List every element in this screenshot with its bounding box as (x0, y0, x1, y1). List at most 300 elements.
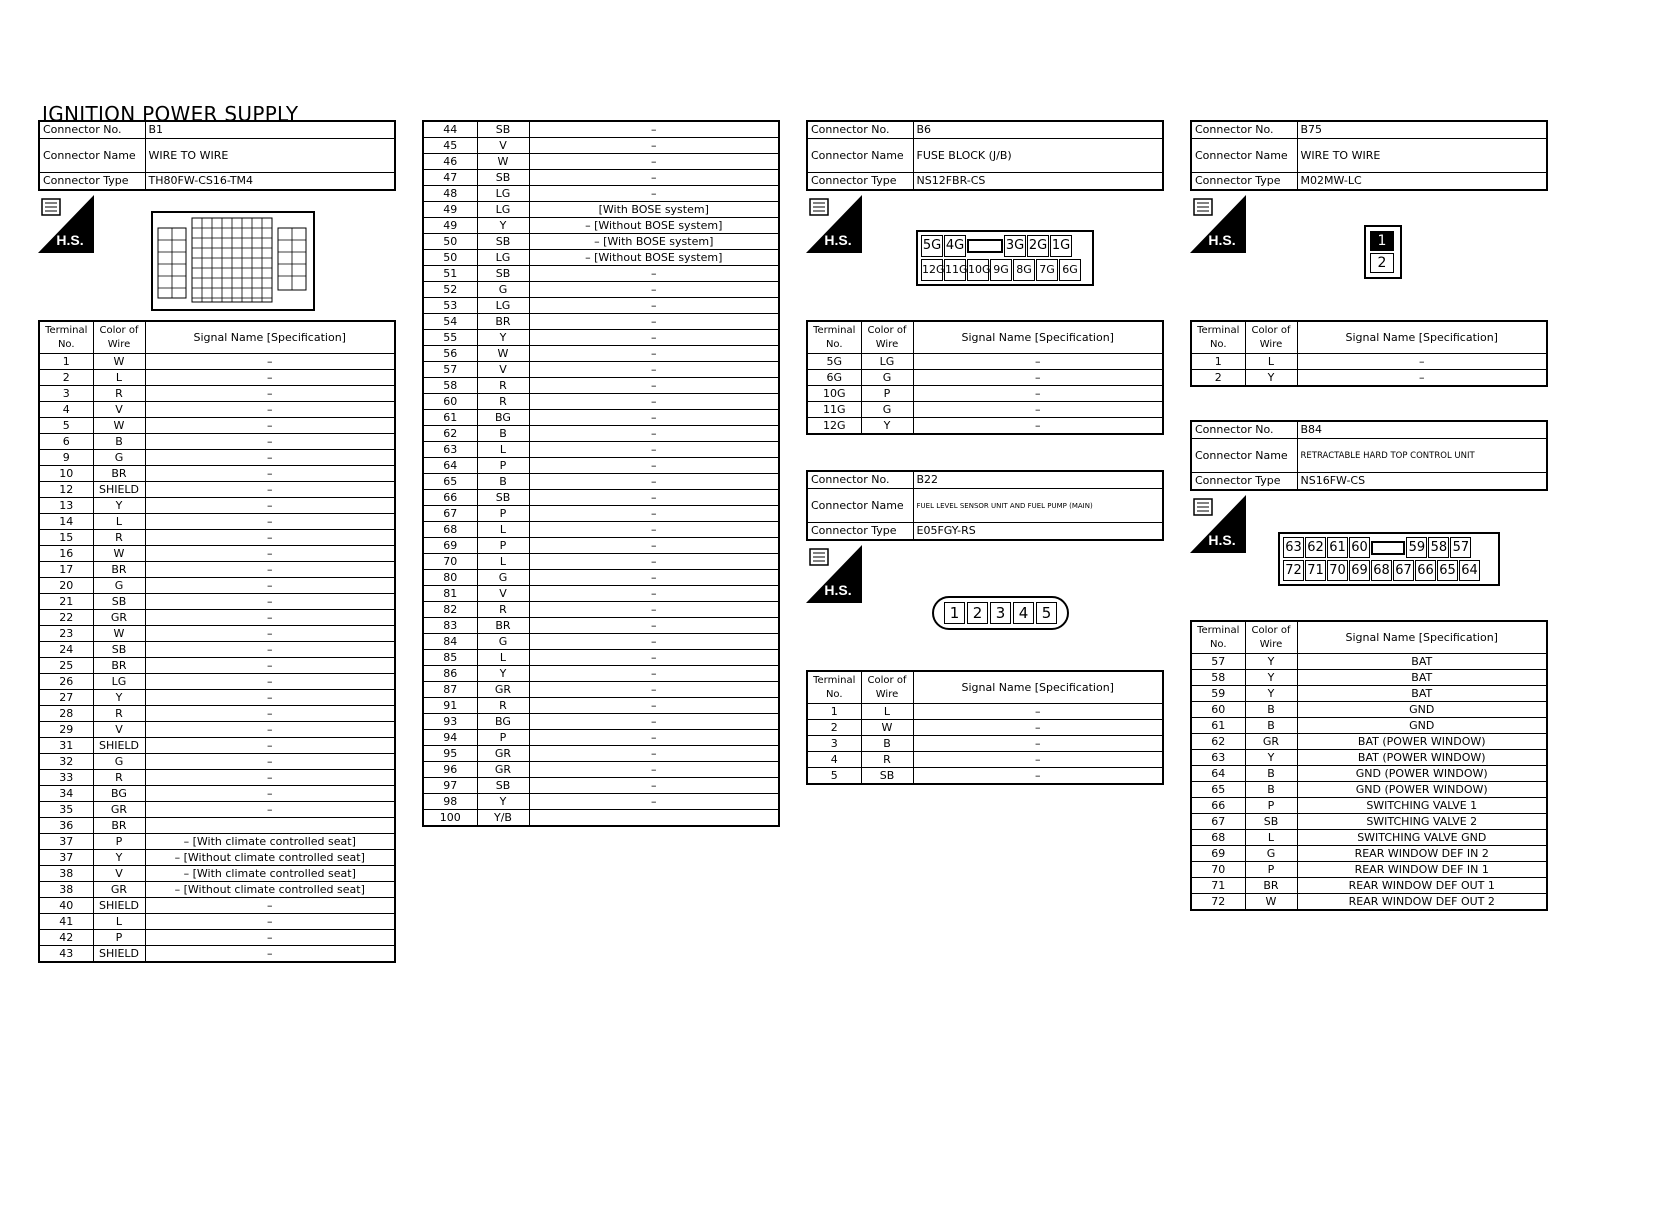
terminal-no-cell: 43 (39, 946, 93, 963)
color-of-wire-header: Color of Wire (861, 321, 913, 354)
wire-color-cell: Y (1245, 370, 1297, 387)
signal-name-cell: – (529, 506, 779, 522)
table-row (423, 282, 779, 298)
wire-color-cell: R (93, 706, 145, 722)
wire-color-cell: W (477, 346, 529, 362)
wire-color-cell: B (93, 434, 145, 450)
connector-type-label: Connector Type (807, 523, 913, 541)
table-row (423, 506, 779, 522)
signal-name-cell: – (913, 768, 1163, 785)
signal-name-cell: – [With climate controlled seat] (145, 834, 395, 850)
wire-color-cell: R (93, 530, 145, 546)
table-row (423, 362, 779, 378)
wire-color-cell: Y/B (477, 810, 529, 827)
connector-lock-tab (967, 239, 1003, 253)
signal-name-cell: – (145, 946, 395, 963)
harness-side-icon (806, 545, 862, 603)
terminal-no-cell: 3 (39, 386, 93, 402)
color-of-wire-header: Color of Wire (861, 671, 913, 704)
connector-pin: 61 (1327, 537, 1348, 558)
table-row (423, 778, 779, 794)
wire-color-cell: G (861, 370, 913, 386)
table-row (423, 218, 779, 234)
b6-connector-face-diagram (916, 230, 1094, 286)
wire-color-cell: P (477, 458, 529, 474)
signal-name-cell: – (529, 714, 779, 730)
table-row (423, 714, 779, 730)
signal-name-cell: – (529, 186, 779, 202)
signal-name-cell: GND (1297, 702, 1547, 718)
wire-color-cell: P (93, 834, 145, 850)
signal-name-cell: – (529, 266, 779, 282)
terminal-no-header: Terminal No. (807, 321, 861, 354)
table-row (39, 562, 395, 578)
terminal-no-cell: 57 (423, 362, 477, 378)
terminal-no-cell: 55 (423, 330, 477, 346)
wire-color-cell: SB (477, 170, 529, 186)
table-row (1191, 862, 1547, 878)
signal-name-cell: GND (POWER WINDOW) (1297, 766, 1547, 782)
table-row (423, 490, 779, 506)
table-row (1191, 814, 1547, 830)
signal-name-cell: – (529, 698, 779, 714)
signal-name-header: Signal Name [Specification] (1297, 621, 1547, 654)
terminal-no-cell: 37 (39, 834, 93, 850)
b75-connector-face-diagram (1364, 225, 1402, 279)
wire-color-cell: P (93, 930, 145, 946)
terminal-no-cell: 70 (1191, 862, 1245, 878)
page-title: IGNITION POWER SUPPLY (42, 102, 299, 126)
harness-side-icon (1190, 195, 1246, 253)
wire-color-cell: SB (477, 121, 529, 138)
signal-name-cell: – (145, 594, 395, 610)
wire-color-cell: R (861, 752, 913, 768)
connector-name-value: WIRE TO WIRE (1297, 139, 1547, 173)
terminal-no-cell: 2 (1191, 370, 1245, 387)
connector-no-value: B1 (145, 121, 395, 139)
wire-color-cell: L (93, 914, 145, 930)
wire-color-cell: P (1245, 862, 1297, 878)
connector-name-label: Connector Name (1191, 439, 1297, 473)
signal-name-cell: – (145, 626, 395, 642)
terminal-no-cell: 50 (423, 234, 477, 250)
connector-pin: 70 (1327, 560, 1348, 581)
connector-name-value: WIRE TO WIRE (145, 139, 395, 173)
wire-color-cell: R (477, 394, 529, 410)
signal-name-cell: – (145, 722, 395, 738)
connector-type-value: M02MW-LC (1297, 173, 1547, 191)
table-row (807, 768, 1163, 785)
table-row (423, 298, 779, 314)
table-row (423, 602, 779, 618)
wire-color-cell: L (861, 704, 913, 720)
table-row (423, 666, 779, 682)
wire-color-cell: SHIELD (93, 898, 145, 914)
terminal-no-cell: 17 (39, 562, 93, 578)
terminal-no-cell: 70 (423, 554, 477, 570)
wire-color-cell: L (1245, 830, 1297, 846)
wire-color-cell: LG (861, 354, 913, 370)
table-row (807, 386, 1163, 402)
wire-color-cell: W (93, 418, 145, 434)
signal-name-cell: – (529, 730, 779, 746)
terminal-no-header: Terminal No. (39, 321, 93, 354)
signal-name-cell: – (529, 794, 779, 810)
wire-color-cell: Y (1245, 670, 1297, 686)
terminal-no-cell: 67 (423, 506, 477, 522)
terminal-no-cell: 4 (39, 402, 93, 418)
signal-name-cell: – (529, 138, 779, 154)
signal-name-cell: – (529, 650, 779, 666)
connector-pin: 62 (1305, 537, 1326, 558)
wire-color-cell: B (1245, 766, 1297, 782)
table-row (423, 410, 779, 426)
signal-name-cell: – (145, 674, 395, 690)
terminal-no-cell: 91 (423, 698, 477, 714)
terminal-no-cell: 5G (807, 354, 861, 370)
terminal-no-cell: 68 (1191, 830, 1245, 846)
table-row (423, 810, 779, 827)
terminal-no-cell: 54 (423, 314, 477, 330)
terminal-no-cell: 16 (39, 546, 93, 562)
terminal-no-cell: 50 (423, 250, 477, 266)
terminal-no-cell: 33 (39, 770, 93, 786)
wire-color-cell: G (93, 578, 145, 594)
signal-name-cell: – (529, 346, 779, 362)
color-of-wire-header: Color of Wire (1245, 621, 1297, 654)
terminal-no-cell: 10G (807, 386, 861, 402)
signal-name-cell: – (145, 706, 395, 722)
signal-name-cell: BAT (1297, 654, 1547, 670)
signal-name-cell: – (529, 522, 779, 538)
wire-color-cell: G (477, 634, 529, 650)
connector-pin: 57 (1450, 537, 1471, 558)
terminal-no-cell: 27 (39, 690, 93, 706)
connector-no-label: Connector No. (1191, 121, 1297, 139)
signal-name-cell: REAR WINDOW DEF OUT 2 (1297, 894, 1547, 911)
wire-color-cell: R (93, 770, 145, 786)
connector-no-label: Connector No. (39, 121, 145, 139)
connector-pin: 71 (1305, 560, 1326, 581)
terminal-no-cell: 96 (423, 762, 477, 778)
wire-color-cell: GR (93, 882, 145, 898)
terminal-no-header: Terminal No. (1191, 621, 1245, 654)
terminal-no-cell: 20 (39, 578, 93, 594)
terminal-no-cell: 26 (39, 674, 93, 690)
table-row (39, 770, 395, 786)
connector-pin: 72 (1283, 560, 1304, 581)
table-row (423, 170, 779, 186)
b84-connector-face-diagram (1278, 532, 1500, 586)
wire-color-cell: G (861, 402, 913, 418)
terminal-no-cell: 24 (39, 642, 93, 658)
table-row (807, 418, 1163, 435)
signal-name-cell: – (529, 490, 779, 506)
wire-color-cell: B (1245, 782, 1297, 798)
svg-text:H.S.: H.S. (824, 582, 852, 598)
connector-name-value: FUSE BLOCK (J/B) (913, 139, 1163, 173)
signal-name-cell: BAT (POWER WINDOW) (1297, 734, 1547, 750)
signal-name-cell: – [With BOSE system] (529, 234, 779, 250)
terminal-no-cell: 14 (39, 514, 93, 530)
harness-side-icon (38, 195, 94, 253)
connector-pin: 8G (1013, 259, 1035, 281)
wire-color-cell: V (477, 138, 529, 154)
wire-color-cell: BR (93, 562, 145, 578)
wire-color-cell: GR (477, 746, 529, 762)
signal-name-cell: BAT (1297, 686, 1547, 702)
signal-name-cell: SWITCHING VALVE 2 (1297, 814, 1547, 830)
terminal-no-cell: 63 (423, 442, 477, 458)
table-row (39, 866, 395, 882)
connector-type-label: Connector Type (1191, 473, 1297, 491)
connector-type-label: Connector Type (807, 173, 913, 191)
signal-name-cell: – (145, 466, 395, 482)
terminal-no-cell: 9 (39, 450, 93, 466)
wire-color-cell: L (477, 522, 529, 538)
wire-color-cell: Y (477, 666, 529, 682)
terminal-no-cell: 57 (1191, 654, 1245, 670)
signal-name-cell: – (529, 474, 779, 490)
connector-pin: 11G (944, 259, 966, 281)
terminal-no-cell: 1 (39, 354, 93, 370)
table-row (1191, 894, 1547, 911)
terminal-no-cell: 48 (423, 186, 477, 202)
signal-name-cell: – (913, 386, 1163, 402)
table-row (39, 578, 395, 594)
terminal-no-cell: 1 (807, 704, 861, 720)
b1-terminal-table (38, 320, 396, 963)
connector-name-value: RETRACTABLE HARD TOP CONTROL UNIT (1297, 439, 1547, 473)
terminal-no-cell: 51 (423, 266, 477, 282)
wire-color-cell: R (477, 602, 529, 618)
signal-name-cell: – (529, 554, 779, 570)
wire-color-cell: GR (93, 802, 145, 818)
wire-color-cell: BG (93, 786, 145, 802)
signal-name-cell: – (529, 410, 779, 426)
terminal-no-cell: 98 (423, 794, 477, 810)
table-row (39, 818, 395, 834)
signal-name-cell: GND (1297, 718, 1547, 734)
wire-color-cell: GR (477, 762, 529, 778)
wire-color-cell: B (477, 426, 529, 442)
table-row (39, 594, 395, 610)
terminal-no-cell: 94 (423, 730, 477, 746)
terminal-no-cell: 60 (1191, 702, 1245, 718)
wire-color-cell: GR (477, 682, 529, 698)
connector-type-value: TH80FW-CS16-TM4 (145, 173, 395, 191)
terminal-no-cell: 81 (423, 586, 477, 602)
wire-color-cell: Y (1245, 750, 1297, 766)
b84-terminal-table (1190, 620, 1548, 911)
terminal-no-cell: 34 (39, 786, 93, 802)
terminal-no-cell: 58 (423, 378, 477, 394)
table-row (1191, 718, 1547, 734)
table-row (39, 370, 395, 386)
signal-name-cell: – (529, 170, 779, 186)
wire-color-cell: SB (477, 778, 529, 794)
terminal-no-cell: 5 (807, 768, 861, 785)
terminal-no-cell: 62 (1191, 734, 1245, 750)
wire-color-cell: LG (477, 186, 529, 202)
svg-text:H.S.: H.S. (1208, 232, 1236, 248)
signal-name-cell: – (1297, 354, 1547, 370)
wire-color-cell: L (477, 554, 529, 570)
wire-color-cell: BR (1245, 878, 1297, 894)
terminal-no-cell: 87 (423, 682, 477, 698)
terminal-no-cell: 53 (423, 298, 477, 314)
terminal-no-cell: 67 (1191, 814, 1245, 830)
wire-color-cell: G (93, 450, 145, 466)
wire-color-cell: GR (93, 610, 145, 626)
table-row (423, 474, 779, 490)
connector-pin: 66 (1415, 560, 1436, 581)
b6-connector-info (806, 120, 1164, 191)
table-row (39, 610, 395, 626)
signal-name-cell: – (529, 442, 779, 458)
wire-color-cell: V (93, 866, 145, 882)
table-row (39, 946, 395, 963)
terminal-no-cell: 4 (807, 752, 861, 768)
wire-color-cell: B (1245, 718, 1297, 734)
table-row (39, 530, 395, 546)
wire-color-cell: B (1245, 702, 1297, 718)
table-row (423, 378, 779, 394)
wire-color-cell: G (477, 282, 529, 298)
wire-color-cell: SB (477, 234, 529, 250)
signal-name-cell: – (529, 762, 779, 778)
terminal-no-cell: 85 (423, 650, 477, 666)
terminal-no-cell: 46 (423, 154, 477, 170)
wire-color-cell: P (1245, 798, 1297, 814)
wire-color-cell: SB (1245, 814, 1297, 830)
terminal-no-cell: 64 (423, 458, 477, 474)
connector-pin: 64 (1459, 560, 1480, 581)
signal-name-cell: – [Without climate controlled seat] (145, 850, 395, 866)
table-row (423, 138, 779, 154)
wire-color-cell: L (1245, 354, 1297, 370)
wire-color-cell: P (477, 730, 529, 746)
connector-type-value: E05FGY-RS (913, 523, 1163, 541)
connector-no-label: Connector No. (807, 121, 913, 139)
connector-pin: 9G (990, 259, 1012, 281)
table-row (39, 690, 395, 706)
wire-color-cell: Y (477, 330, 529, 346)
signal-name-cell: – (145, 690, 395, 706)
table-row (39, 386, 395, 402)
signal-name-cell: – (529, 682, 779, 698)
signal-name-cell: – (145, 498, 395, 514)
signal-name-cell: – (529, 298, 779, 314)
connector-pin: 5G (921, 235, 943, 257)
connector-no-label: Connector No. (807, 471, 913, 489)
table-row (39, 450, 395, 466)
signal-name-cell: REAR WINDOW DEF IN 1 (1297, 862, 1547, 878)
wire-color-cell: B (861, 736, 913, 752)
wire-color-cell: BG (477, 714, 529, 730)
connector-pin: 2G (1027, 235, 1049, 257)
table-row (39, 626, 395, 642)
terminal-no-cell: 86 (423, 666, 477, 682)
signal-name-cell: – (529, 394, 779, 410)
wire-color-cell: Y (93, 850, 145, 866)
terminal-no-cell: 35 (39, 802, 93, 818)
wire-color-cell: W (93, 354, 145, 370)
table-row (423, 730, 779, 746)
table-row (39, 354, 395, 370)
signal-name-cell: – (145, 434, 395, 450)
wire-color-cell: BR (93, 818, 145, 834)
connector-pin: 60 (1349, 537, 1370, 558)
table-row (1191, 750, 1547, 766)
signal-name-cell: – (145, 610, 395, 626)
wire-color-cell: L (477, 442, 529, 458)
signal-name-cell: – (145, 562, 395, 578)
signal-name-cell: – (145, 658, 395, 674)
terminal-no-cell: 66 (423, 490, 477, 506)
table-row (423, 650, 779, 666)
connector-type-label: Connector Type (39, 173, 145, 191)
b1-terminal-table-continued (422, 120, 780, 827)
signal-name-header: Signal Name [Specification] (913, 321, 1163, 354)
table-row (39, 546, 395, 562)
terminal-no-cell: 41 (39, 914, 93, 930)
terminal-no-cell: 32 (39, 754, 93, 770)
wire-color-cell: Y (93, 690, 145, 706)
terminal-no-cell: 13 (39, 498, 93, 514)
table-row (423, 698, 779, 714)
terminal-no-cell: 12 (39, 482, 93, 498)
signal-name-cell: – (913, 720, 1163, 736)
table-row (1191, 846, 1547, 862)
connector-pin: 3 (990, 602, 1011, 624)
terminal-no-cell: 58 (1191, 670, 1245, 686)
terminal-no-header: Terminal No. (807, 671, 861, 704)
terminal-no-cell: 22 (39, 610, 93, 626)
wire-color-cell: SB (477, 490, 529, 506)
terminal-no-cell: 37 (39, 850, 93, 866)
table-row (39, 930, 395, 946)
wire-color-cell: Y (477, 794, 529, 810)
wire-color-cell: R (477, 378, 529, 394)
wire-color-cell: BR (477, 314, 529, 330)
terminal-no-cell: 12G (807, 418, 861, 435)
terminal-no-cell: 56 (423, 346, 477, 362)
table-row (423, 186, 779, 202)
signal-name-cell: – (529, 602, 779, 618)
table-row (423, 314, 779, 330)
terminal-no-cell: 36 (39, 818, 93, 834)
signal-name-cell: – (145, 802, 395, 818)
wire-color-cell: R (477, 698, 529, 714)
signal-name-cell: – (529, 330, 779, 346)
signal-name-cell: – (145, 578, 395, 594)
signal-name-cell: – (145, 898, 395, 914)
table-row (1191, 370, 1547, 387)
signal-name-cell: SWITCHING VALVE GND (1297, 830, 1547, 846)
terminal-no-cell: 97 (423, 778, 477, 794)
terminal-no-cell: 23 (39, 626, 93, 642)
connector-pin: 1 (944, 602, 965, 624)
signal-name-cell: – (145, 754, 395, 770)
signal-name-cell: BAT (POWER WINDOW) (1297, 750, 1547, 766)
table-row (423, 202, 779, 218)
table-row (423, 586, 779, 602)
signal-name-cell: – (529, 666, 779, 682)
connector-no-label: Connector No. (1191, 421, 1297, 439)
signal-name-cell: – (913, 354, 1163, 370)
color-of-wire-header: Color of Wire (1245, 321, 1297, 354)
